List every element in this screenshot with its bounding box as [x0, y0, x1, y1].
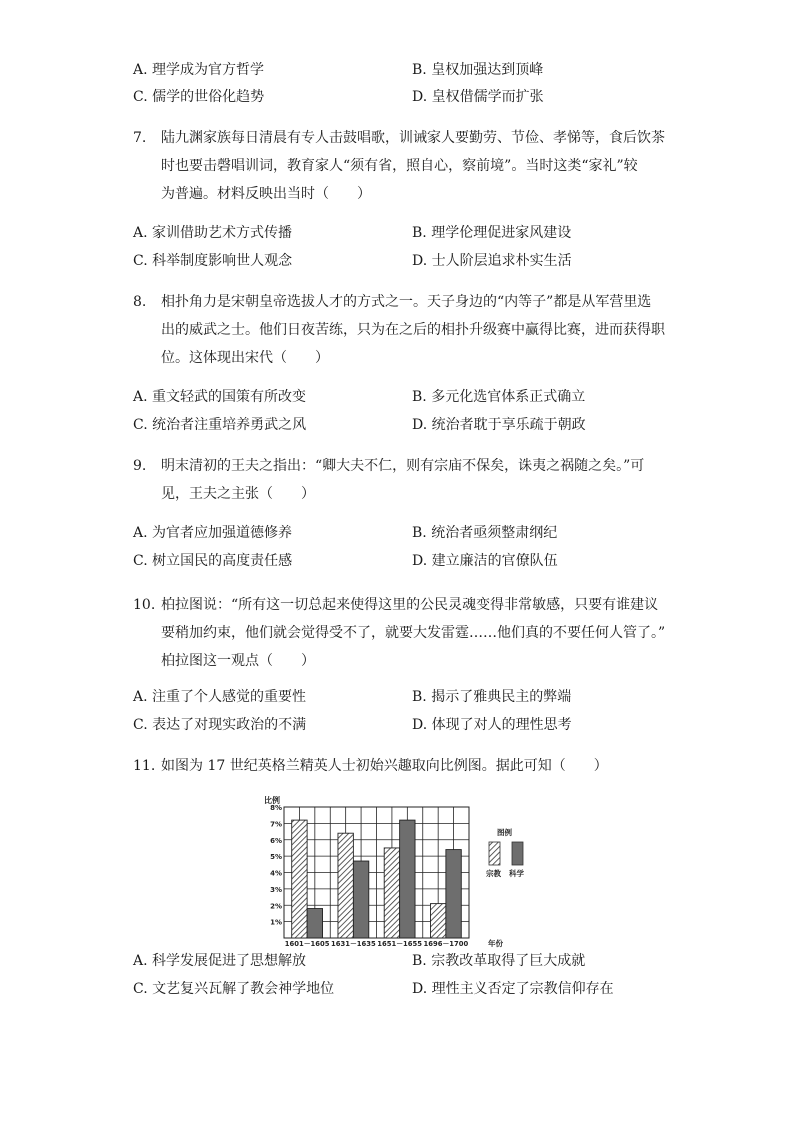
chart-y-axis-label: 比例	[264, 796, 280, 805]
q10-line-3: 柏拉图这一观点（ ）	[161, 653, 315, 669]
q11-option-a[interactable]: A. 科学发展促进了思想解放	[133, 953, 307, 969]
y-tick-label: 7%	[270, 820, 282, 829]
q8-line-2: 出的威武之士。他们日夜苦练，只为在之后的相扑升级赛中赢得比赛，进而获得职	[161, 322, 665, 338]
q7-number: 7.	[133, 130, 147, 146]
q10-option-a[interactable]: A. 注重了个人感觉的重要性	[133, 689, 307, 705]
bar-religion	[292, 820, 307, 938]
q6-option-d[interactable]: D. 皇权借儒学而扩张	[412, 89, 544, 105]
y-tick-label: 3%	[270, 885, 282, 894]
q7-option-b[interactable]: B. 理学伦理促进家风建设	[412, 225, 572, 241]
q11-option-b[interactable]: B. 宗教改革取得了巨大成就	[412, 953, 586, 969]
bar-science	[400, 820, 415, 938]
x-tick-label: 1631－1635	[331, 940, 376, 948]
y-tick-label: 5%	[270, 853, 282, 862]
q9-number: 9.	[133, 458, 147, 474]
q11-number: 11.	[133, 758, 156, 774]
q8-option-c[interactable]: C. 统治者注重培养勇武之风	[133, 417, 307, 433]
q9-line-2: 见，王夫之主张（ ）	[161, 486, 315, 502]
q8-option-b[interactable]: B. 多元化选官体系正式确立	[412, 389, 586, 405]
chart-svg	[262, 795, 542, 955]
q7-option-d[interactable]: D. 士人阶层追求朴实生活	[412, 253, 572, 269]
bar-religion	[338, 833, 353, 938]
chart-x-labels	[285, 940, 469, 948]
x-tick-label: 1696－1700	[423, 940, 469, 948]
x-tick-label: 1651－1655	[377, 940, 422, 948]
q8-number: 8.	[133, 294, 147, 310]
q10-line-2: 要稍加约束，他们就会觉得受不了，就要大发雷霆……他们真的不要任何人管了。”	[161, 625, 666, 641]
q9-line-1: 明末清初的王夫之指出：“卿大夫不仁，则有宗庙不保矣，诛夷之祸随之矣。”可	[161, 458, 645, 474]
legend-swatch-science	[512, 842, 523, 865]
q8-option-a[interactable]: A. 重文轻武的国策有所改变	[133, 389, 307, 405]
q10-line-1: 柏拉图说：“所有这一切总起来使得这里的公民灵魂变得非常敏感，只要有谁建议	[161, 597, 659, 613]
y-tick-label: 8%	[270, 804, 282, 812]
q7-line-1: 陆九渊家族每日清晨有专人击鼓唱歌，训诫家人要勤劳、节俭、孝悌等，食后饮茶	[161, 130, 665, 146]
q6-option-a[interactable]: A. 理学成为官方哲学	[133, 62, 265, 78]
y-tick-label: 1%	[270, 918, 282, 927]
bar-science	[307, 909, 322, 938]
q11-option-d[interactable]: D. 理性主义否定了宗教信仰存在	[412, 981, 614, 997]
legend-swatch-religion	[489, 842, 500, 865]
bar-science	[353, 861, 368, 938]
q11-option-c[interactable]: C. 文艺复兴瓦解了教会神学地位	[133, 981, 335, 997]
q7-line-3: 为普遍。材料反映出当时（ ）	[161, 186, 371, 202]
q8-option-d[interactable]: D. 统治者耽于享乐疏于朝政	[412, 417, 586, 433]
q7-option-c[interactable]: C. 科举制度影响世人观念	[133, 253, 293, 269]
y-tick-label: 4%	[270, 869, 282, 878]
q11-line-1: 如图为 17 世纪英格兰精英人士初始兴趣取向比例图。据此可知（ ）	[161, 758, 608, 774]
q6-option-c[interactable]: C. 儒学的世俗化趋势	[133, 89, 265, 105]
q10-option-d[interactable]: D. 体现了对人的理性思考	[412, 717, 572, 733]
legend-label-religion: 宗教	[486, 869, 501, 878]
q9-option-a[interactable]: A. 为官者应加强道德修养	[133, 525, 293, 541]
q7-line-2: 时也要击磬唱训词，教育家人“须有省，照自心，察前境”。当时这类“家礼”较	[161, 158, 638, 174]
y-tick-label: 6%	[270, 836, 282, 845]
q6-option-b[interactable]: B. 皇权加强达到顶峰	[412, 62, 544, 78]
bar-religion	[384, 848, 399, 938]
legend-label-science: 科学	[509, 869, 524, 878]
x-tick-label: 1601－1605	[284, 940, 330, 948]
q10-option-c[interactable]: C. 表达了对现实政治的不满	[133, 717, 307, 733]
q8-line-3: 位。这体现出宋代（ ）	[161, 350, 329, 366]
q9-option-d[interactable]: D. 建立廉洁的官僚队伍	[412, 553, 558, 569]
y-tick-label: 2%	[270, 902, 282, 911]
interest-ratio-chart	[262, 795, 542, 955]
chart-y-ticks	[270, 804, 282, 927]
q9-option-c[interactable]: C. 树立国民的高度责任感	[133, 553, 293, 569]
q9-option-b[interactable]: B. 统治者亟须整肃纲纪	[412, 525, 558, 541]
q10-option-b[interactable]: B. 揭示了雅典民主的弊端	[412, 689, 572, 705]
bar-religion	[430, 904, 445, 938]
q8-line-1: 相扑角力是宋朝皇帝选拔人才的方式之一。天子身边的“内等子”都是从军营里选	[161, 294, 652, 310]
chart-x-axis-label: 年份	[488, 939, 503, 948]
q10-number: 10.	[133, 597, 156, 613]
chart-legend	[486, 827, 524, 878]
bar-science	[446, 850, 461, 938]
q7-option-a[interactable]: A. 家训借助艺术方式传播	[133, 225, 293, 241]
legend-title: 图例	[497, 828, 512, 837]
